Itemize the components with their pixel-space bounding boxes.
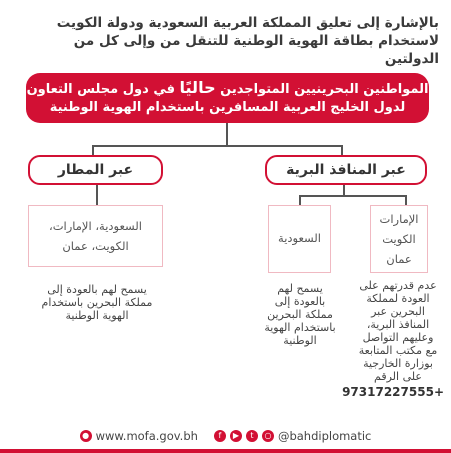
land-desc-1-line-2: العودة لمملكة (366, 292, 430, 305)
land-desc-1-line-1: عدم قدرتهم على (359, 279, 437, 292)
air-desc-line-3: الهوية الوطنية (65, 309, 129, 322)
social-links (214, 429, 371, 443)
land-countries-box-2 (268, 205, 331, 273)
land-desc-1 (342, 279, 444, 399)
air-countries-line-1: السعودية، الإمارات، (48, 219, 142, 233)
connector-trunk (226, 123, 228, 145)
air-category-title: عبر المطار (57, 162, 134, 178)
land-desc-1-line-6: مع مكتب المتابعة (358, 344, 438, 357)
land-countries-box-1 (370, 205, 428, 273)
connector-air (92, 145, 94, 155)
connector-land-opt1 (405, 195, 407, 205)
air-countries-box (28, 205, 163, 267)
connector-land-opt2 (299, 195, 301, 205)
land-country-saudi: السعودية (278, 231, 321, 245)
land-desc-1-line-5: وعليهم التواصل (362, 331, 434, 344)
land-desc-2-line-5: الوطنية (283, 334, 317, 347)
header-line-2: لاستخدام بطاقة الهوية الوطنية للتنقل من وإلى كل من الدولتين (73, 33, 439, 67)
website-text: www.mofa.gov.bh (95, 429, 198, 443)
youtube-icon[interactable]: ▶ (230, 430, 242, 442)
banner-line-1-post: في دول مجلس التعاون (26, 82, 180, 97)
connector-land-split (299, 195, 406, 197)
land-country-kuwait: الكويت (382, 232, 416, 246)
banner-line-2: لدول الخليج العربية المسافرين باستخدام الهوية الوطنية (49, 100, 406, 115)
facebook-icon[interactable]: f (214, 430, 226, 442)
website-link[interactable] (80, 429, 198, 443)
land-desc-2 (260, 282, 340, 347)
land-desc-2-line-2: بالعودة إلى (274, 295, 326, 308)
bottom-accent-bar (0, 449, 451, 453)
land-desc-2-line-3: مملكة البحرين (267, 308, 333, 321)
footer (0, 425, 451, 447)
land-country-oman: عمان (386, 252, 412, 266)
banner-line-1-pre: المواطنين البحرينيين المتواجدين (215, 82, 429, 97)
air-desc (22, 283, 172, 322)
connector-land (341, 145, 343, 155)
land-category (265, 155, 427, 185)
social-handle[interactable]: @bahdiplomatic (277, 429, 372, 443)
land-desc-1-line-3: البحرين عبر (371, 305, 425, 318)
follow-up-phone-number[interactable]: +97317227555 (342, 385, 444, 399)
header-line-1: بالإشارة إلى تعليق المملكة العربية السعودية ودولة الكويت (56, 15, 439, 31)
land-desc-2-line-1: يسمح لهم (277, 282, 323, 295)
air-desc-line-1: يسمح لهم بالعودة إلى (47, 283, 147, 296)
air-category (28, 155, 163, 185)
land-desc-1-line-7: بوزارة الخارجية (363, 357, 433, 370)
air-countries-line-2: الكويت، عمان (62, 239, 129, 253)
land-category-title: عبر المنافذ البرية (286, 162, 406, 178)
land-desc-2-line-4: باستخدام الهوية (264, 321, 336, 334)
banner-line-1 (26, 79, 429, 99)
connector-air-down (96, 184, 98, 206)
announcement-header (40, 14, 439, 68)
air-desc-line-2: مملكة البحرين باستخدام (41, 296, 153, 309)
land-desc-1-line-4: المنافذ البرية، (366, 318, 430, 331)
connector-horizontal (92, 145, 342, 147)
citizens-banner (26, 73, 429, 123)
land-desc-1-line-8: على الرقم (374, 370, 422, 383)
land-country-uae: الإمارات (379, 212, 419, 226)
instagram-icon[interactable]: ○ (262, 430, 274, 442)
globe-icon: ● (80, 430, 92, 442)
banner-highlight: حاليًا (179, 78, 216, 97)
twitter-icon[interactable]: t (246, 430, 258, 442)
